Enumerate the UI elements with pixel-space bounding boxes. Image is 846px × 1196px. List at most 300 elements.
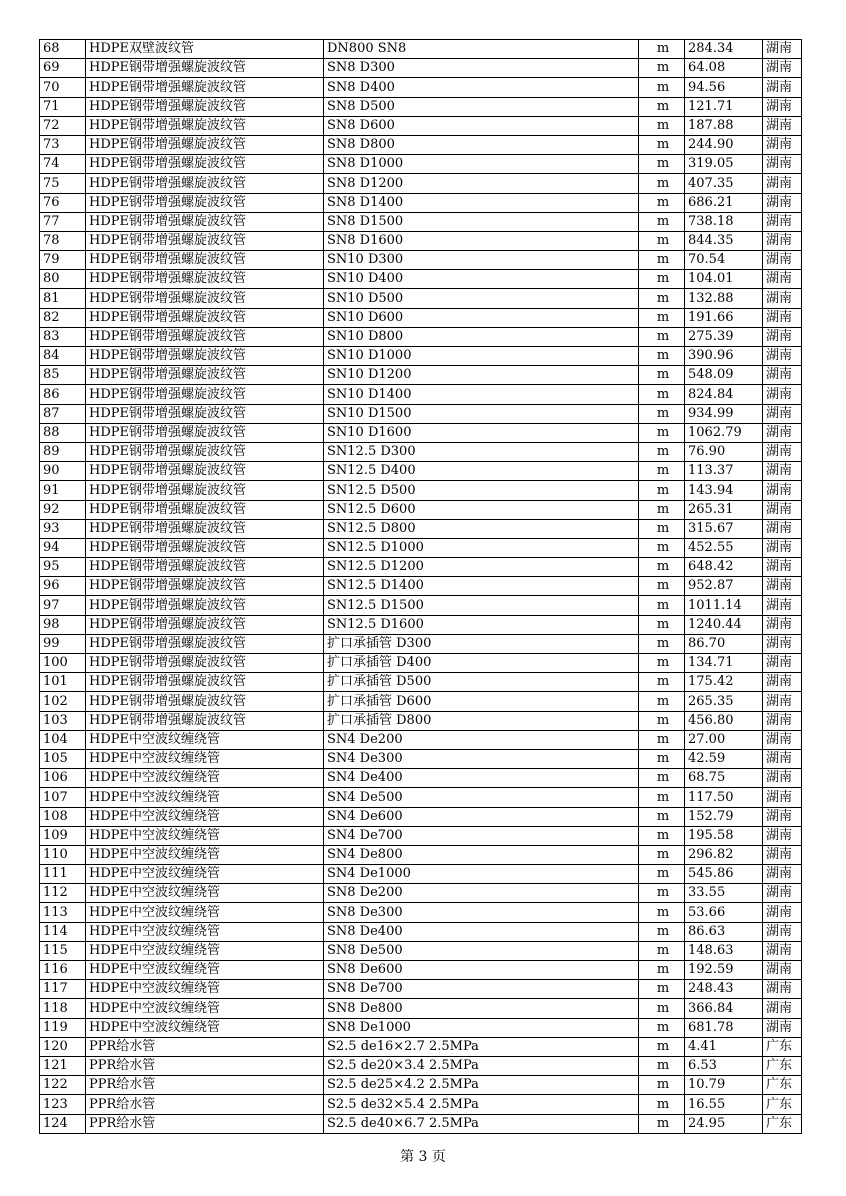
unit-cell: m [639,673,685,692]
region-cell: 湖南 [763,327,802,346]
specification-cell: SN4 De400 [324,769,639,788]
row-number-cell: 73 [40,135,86,154]
row-number-cell: 94 [40,538,86,557]
price-cell: 187.88 [685,116,763,135]
row-number-cell: 103 [40,711,86,730]
region-cell: 湖南 [763,769,802,788]
unit-cell: m [639,711,685,730]
product-name-cell: HDPE钢带增强螺旋波纹管 [86,174,324,193]
product-name-cell: HDPE钢带增强螺旋波纹管 [86,327,324,346]
price-cell: 70.54 [685,251,763,270]
table-row [40,634,802,653]
row-number-cell: 106 [40,769,86,788]
region-cell: 湖南 [763,615,802,634]
specification-cell: SN4 De300 [324,749,639,768]
specification-cell: SN8 D600 [324,116,639,135]
table-row [40,845,802,864]
region-cell: 广东 [763,1056,802,1075]
product-name-cell: HDPE钢带增强螺旋波纹管 [86,135,324,154]
table-row [40,78,802,97]
row-number-cell: 83 [40,327,86,346]
row-number-cell: 90 [40,462,86,481]
price-cell: 686.21 [685,193,763,212]
row-number-cell: 117 [40,980,86,999]
product-name-cell: HDPE中空波纹缠绕管 [86,769,324,788]
specification-cell: S2.5 de20×3.4 2.5MPa [324,1056,639,1075]
price-cell: 16.55 [685,1095,763,1114]
row-number-cell: 77 [40,212,86,231]
price-cell: 319.05 [685,155,763,174]
product-name-cell: HDPE中空波纹缠绕管 [86,884,324,903]
table-row [40,538,802,557]
row-number-cell: 114 [40,922,86,941]
specification-cell: SN4 De500 [324,788,639,807]
table-row [40,500,802,519]
price-cell: 175.42 [685,673,763,692]
product-name-cell: HDPE钢带增强螺旋波纹管 [86,423,324,442]
unit-cell: m [639,366,685,385]
price-cell: 117.50 [685,788,763,807]
product-name-cell: HDPE钢带增强螺旋波纹管 [86,654,324,673]
row-number-cell: 76 [40,193,86,212]
table-row [40,155,802,174]
row-number-cell: 82 [40,308,86,327]
row-number-cell: 87 [40,404,86,423]
product-name-cell: HDPE钢带增强螺旋波纹管 [86,404,324,423]
specification-cell: SN8 De700 [324,980,639,999]
specification-cell: SN4 De200 [324,730,639,749]
specification-cell: SN4 De700 [324,826,639,845]
product-name-cell: PPR给水管 [86,1114,324,1133]
table-row [40,692,802,711]
specification-cell: SN8 De300 [324,903,639,922]
specification-cell: SN12.5 D300 [324,442,639,461]
region-cell: 湖南 [763,673,802,692]
region-cell: 湖南 [763,174,802,193]
region-cell: 湖南 [763,481,802,500]
row-number-cell: 69 [40,59,86,78]
specification-cell: SN10 D1600 [324,423,639,442]
page-number: 第 3 页 [400,1149,446,1165]
table-row [40,596,802,615]
product-name-cell: PPR给水管 [86,1056,324,1075]
table-row [40,1114,802,1133]
price-cell: 192.59 [685,961,763,980]
table-row [40,558,802,577]
row-number-cell: 119 [40,1018,86,1037]
price-cell: 195.58 [685,826,763,845]
specification-cell: 扩口承插管 D600 [324,692,639,711]
price-cell: 548.09 [685,366,763,385]
unit-cell: m [639,1095,685,1114]
specification-cell: SN8 De600 [324,961,639,980]
product-name-cell: HDPE中空波纹缠绕管 [86,941,324,960]
table-row [40,1076,802,1095]
product-name-cell: HDPE钢带增强螺旋波纹管 [86,596,324,615]
table-row [40,481,802,500]
row-number-cell: 91 [40,481,86,500]
region-cell: 湖南 [763,231,802,250]
unit-cell: m [639,500,685,519]
table-row [40,212,802,231]
region-cell: 湖南 [763,941,802,960]
price-cell: 366.84 [685,999,763,1018]
specification-cell: SN10 D1500 [324,404,639,423]
table-row [40,807,802,826]
product-name-cell: HDPE钢带增强螺旋波纹管 [86,347,324,366]
specification-cell: SN12.5 D1600 [324,615,639,634]
price-cell: 1062.79 [685,423,763,442]
specification-cell: SN12.5 D600 [324,500,639,519]
price-cell: 456.80 [685,711,763,730]
table-row [40,673,802,692]
specification-cell: SN12.5 D1500 [324,596,639,615]
table-row [40,193,802,212]
region-cell: 湖南 [763,500,802,519]
price-cell: 4.41 [685,1037,763,1056]
table-row [40,941,802,960]
unit-cell: m [639,615,685,634]
table-row [40,1095,802,1114]
unit-cell: m [639,135,685,154]
product-name-cell: HDPE中空波纹缠绕管 [86,1018,324,1037]
price-cell: 648.42 [685,558,763,577]
unit-cell: m [639,730,685,749]
region-cell: 湖南 [763,634,802,653]
row-number-cell: 68 [40,40,86,59]
price-cell: 121.71 [685,97,763,116]
price-cell: 134.71 [685,654,763,673]
specification-cell: S2.5 de32×5.4 2.5MPa [324,1095,639,1114]
row-number-cell: 110 [40,845,86,864]
table-row [40,922,802,941]
region-cell: 湖南 [763,749,802,768]
table-row [40,615,802,634]
specification-cell: DN800 SN8 [324,40,639,59]
table-row [40,442,802,461]
price-cell: 10.79 [685,1076,763,1095]
specification-cell: SN12.5 D1200 [324,558,639,577]
unit-cell: m [639,519,685,538]
unit-cell: m [639,807,685,826]
region-cell: 湖南 [763,845,802,864]
product-name-cell: HDPE中空波纹缠绕管 [86,922,324,941]
row-number-cell: 122 [40,1076,86,1095]
specification-cell: S2.5 de25×4.2 2.5MPa [324,1076,639,1095]
product-name-cell: HDPE钢带增强螺旋波纹管 [86,231,324,250]
unit-cell: m [639,826,685,845]
row-number-cell: 71 [40,97,86,116]
price-cell: 86.63 [685,922,763,941]
product-name-cell: HDPE钢带增强螺旋波纹管 [86,116,324,135]
unit-cell: m [639,270,685,289]
product-name-cell: HDPE钢带增强螺旋波纹管 [86,519,324,538]
region-cell: 湖南 [763,308,802,327]
table-row [40,308,802,327]
table-row [40,116,802,135]
region-cell: 湖南 [763,251,802,270]
region-cell: 湖南 [763,788,802,807]
row-number-cell: 70 [40,78,86,97]
region-cell: 湖南 [763,135,802,154]
price-cell: 76.90 [685,442,763,461]
price-cell: 452.55 [685,538,763,557]
row-number-cell: 120 [40,1037,86,1056]
price-cell: 42.59 [685,749,763,768]
price-cell: 681.78 [685,1018,763,1037]
table-row [40,711,802,730]
product-name-cell: HDPE钢带增强螺旋波纹管 [86,385,324,404]
table-row [40,1056,802,1075]
unit-cell: m [639,769,685,788]
specification-cell: SN12.5 D800 [324,519,639,538]
price-cell: 952.87 [685,577,763,596]
row-number-cell: 85 [40,366,86,385]
region-cell: 湖南 [763,865,802,884]
unit-cell: m [639,212,685,231]
table-row [40,769,802,788]
row-number-cell: 86 [40,385,86,404]
product-name-cell: HDPE钢带增强螺旋波纹管 [86,308,324,327]
unit-cell: m [639,385,685,404]
unit-cell: m [639,845,685,864]
row-number-cell: 109 [40,826,86,845]
region-cell: 湖南 [763,404,802,423]
specification-cell: SN4 De1000 [324,865,639,884]
specification-cell: SN10 D300 [324,251,639,270]
price-cell: 86.70 [685,634,763,653]
row-number-cell: 112 [40,884,86,903]
row-number-cell: 74 [40,155,86,174]
row-number-cell: 101 [40,673,86,692]
row-number-cell: 105 [40,749,86,768]
specification-cell: SN8 D300 [324,59,639,78]
specification-cell: SN10 D500 [324,289,639,308]
product-name-cell: HDPE钢带增强螺旋波纹管 [86,59,324,78]
price-cell: 244.90 [685,135,763,154]
table-row [40,730,802,749]
price-cell: 64.08 [685,59,763,78]
price-cell: 275.39 [685,327,763,346]
row-number-cell: 95 [40,558,86,577]
unit-cell: m [639,155,685,174]
row-number-cell: 115 [40,941,86,960]
unit-cell: m [639,1018,685,1037]
region-cell: 广东 [763,1114,802,1133]
product-name-cell: HDPE钢带增强螺旋波纹管 [86,577,324,596]
region-cell: 湖南 [763,961,802,980]
product-name-cell: HDPE钢带增强螺旋波纹管 [86,251,324,270]
row-number-cell: 80 [40,270,86,289]
specification-cell: SN10 D600 [324,308,639,327]
specification-cell: 扩口承插管 D300 [324,634,639,653]
price-cell: 1240.44 [685,615,763,634]
region-cell: 湖南 [763,366,802,385]
price-cell: 148.63 [685,941,763,960]
product-name-cell: HDPE钢带增强螺旋波纹管 [86,289,324,308]
unit-cell: m [639,1056,685,1075]
price-cell: 33.55 [685,884,763,903]
table-row [40,903,802,922]
table-row [40,788,802,807]
region-cell: 湖南 [763,922,802,941]
unit-cell: m [639,865,685,884]
product-name-cell: HDPE中空波纹缠绕管 [86,999,324,1018]
product-name-cell: HDPE双壁波纹管 [86,40,324,59]
table-body [40,40,802,1134]
unit-cell: m [639,980,685,999]
row-number-cell: 88 [40,423,86,442]
row-number-cell: 111 [40,865,86,884]
unit-cell: m [639,788,685,807]
region-cell: 湖南 [763,711,802,730]
region-cell: 广东 [763,1095,802,1114]
unit-cell: m [639,577,685,596]
price-cell: 934.99 [685,404,763,423]
region-cell: 湖南 [763,289,802,308]
product-name-cell: HDPE中空波纹缠绕管 [86,961,324,980]
unit-cell: m [639,999,685,1018]
product-name-cell: PPR给水管 [86,1076,324,1095]
row-number-cell: 102 [40,692,86,711]
unit-cell: m [639,538,685,557]
price-cell: 265.35 [685,692,763,711]
price-cell: 545.86 [685,865,763,884]
row-number-cell: 113 [40,903,86,922]
region-cell: 湖南 [763,423,802,442]
region-cell: 湖南 [763,999,802,1018]
specification-cell: SN12.5 D1400 [324,577,639,596]
row-number-cell: 89 [40,442,86,461]
unit-cell: m [639,941,685,960]
product-name-cell: HDPE钢带增强螺旋波纹管 [86,558,324,577]
specification-cell: SN12.5 D1000 [324,538,639,557]
specification-cell: SN4 De600 [324,807,639,826]
region-cell: 湖南 [763,385,802,404]
region-cell: 湖南 [763,596,802,615]
unit-cell: m [639,231,685,250]
unit-cell: m [639,97,685,116]
row-number-cell: 98 [40,615,86,634]
table-row [40,999,802,1018]
unit-cell: m [639,634,685,653]
product-name-cell: HDPE钢带增强螺旋波纹管 [86,155,324,174]
unit-cell: m [639,1037,685,1056]
unit-cell: m [639,961,685,980]
product-name-cell: HDPE中空波纹缠绕管 [86,980,324,999]
table-row [40,865,802,884]
row-number-cell: 118 [40,999,86,1018]
specification-cell: S2.5 de40×6.7 2.5MPa [324,1114,639,1133]
product-name-cell: HDPE钢带增强螺旋波纹管 [86,442,324,461]
table-row [40,40,802,59]
price-cell: 113.37 [685,462,763,481]
specification-cell: SN8 D400 [324,78,639,97]
product-name-cell: HDPE钢带增强螺旋波纹管 [86,193,324,212]
table-row [40,327,802,346]
product-name-cell: HDPE钢带增强螺旋波纹管 [86,711,324,730]
product-name-cell: PPR给水管 [86,1095,324,1114]
region-cell: 湖南 [763,155,802,174]
product-name-cell: HDPE中空波纹缠绕管 [86,865,324,884]
region-cell: 湖南 [763,654,802,673]
specification-cell: SN8 D1000 [324,155,639,174]
price-cell: 53.66 [685,903,763,922]
product-name-cell: HDPE钢带增强螺旋波纹管 [86,97,324,116]
region-cell: 湖南 [763,270,802,289]
price-cell: 94.56 [685,78,763,97]
price-cell: 296.82 [685,845,763,864]
table-row [40,749,802,768]
table-row [40,654,802,673]
product-name-cell: HDPE钢带增强螺旋波纹管 [86,366,324,385]
table-row [40,462,802,481]
specification-cell: SN8 D1600 [324,231,639,250]
table-row [40,97,802,116]
table-row [40,423,802,442]
specification-cell: SN8 De200 [324,884,639,903]
row-number-cell: 123 [40,1095,86,1114]
unit-cell: m [639,78,685,97]
region-cell: 湖南 [763,692,802,711]
price-cell: 265.31 [685,500,763,519]
region-cell: 湖南 [763,97,802,116]
row-number-cell: 78 [40,231,86,250]
specification-cell: 扩口承插管 D500 [324,673,639,692]
specification-cell: SN8 De400 [324,922,639,941]
product-name-cell: HDPE钢带增强螺旋波纹管 [86,634,324,653]
product-name-cell: HDPE中空波纹缠绕管 [86,903,324,922]
product-name-cell: HDPE钢带增强螺旋波纹管 [86,481,324,500]
specification-cell: SN8 D800 [324,135,639,154]
unit-cell: m [639,884,685,903]
specification-cell: SN10 D800 [324,327,639,346]
region-cell: 湖南 [763,807,802,826]
unit-cell: m [639,596,685,615]
price-cell: 143.94 [685,481,763,500]
price-table [39,39,802,1134]
region-cell: 湖南 [763,1018,802,1037]
row-number-cell: 96 [40,577,86,596]
table-row [40,1018,802,1037]
price-cell: 152.79 [685,807,763,826]
table-row [40,961,802,980]
region-cell: 湖南 [763,903,802,922]
unit-cell: m [639,404,685,423]
unit-cell: m [639,289,685,308]
price-cell: 315.67 [685,519,763,538]
row-number-cell: 116 [40,961,86,980]
region-cell: 湖南 [763,462,802,481]
unit-cell: m [639,903,685,922]
region-cell: 湖南 [763,347,802,366]
product-name-cell: HDPE钢带增强螺旋波纹管 [86,692,324,711]
row-number-cell: 72 [40,116,86,135]
unit-cell: m [639,558,685,577]
specification-cell: SN8 De1000 [324,1018,639,1037]
product-name-cell: HDPE中空波纹缠绕管 [86,807,324,826]
unit-cell: m [639,193,685,212]
specification-cell: SN4 De800 [324,845,639,864]
specification-cell: SN10 D1000 [324,347,639,366]
table-row [40,519,802,538]
specification-cell: SN10 D1200 [324,366,639,385]
row-number-cell: 100 [40,654,86,673]
row-number-cell: 75 [40,174,86,193]
specification-cell: SN12.5 D400 [324,462,639,481]
table-row [40,289,802,308]
row-number-cell: 108 [40,807,86,826]
